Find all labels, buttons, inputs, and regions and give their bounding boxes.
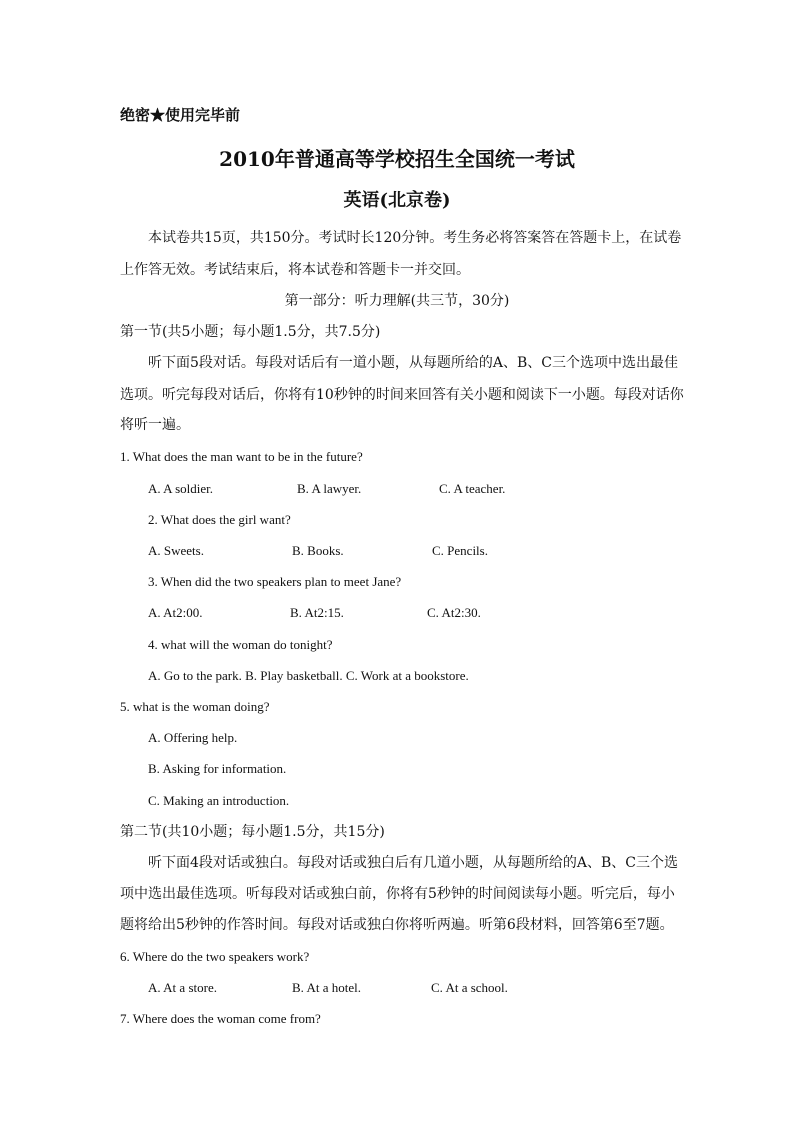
q1-option-b: B. A lawyer.: [297, 481, 362, 496]
question-2: 2. What does the girl want?: [148, 512, 291, 527]
q6-option-b: B. At a hotel.: [292, 980, 361, 995]
q6-option-c: C. At a school.: [431, 980, 508, 995]
question-1: 1. What does the man want to be in the future?: [120, 449, 363, 464]
question-3: 3. When did the two speakers plan to meet Jane?: [148, 574, 402, 589]
section2-heading: 第二节(共10小题；每小题1.5分，共15分): [120, 824, 385, 840]
part1-heading: 第一部分：听力理解(共三节，30分): [284, 293, 510, 309]
q2-option-b: B. Books.: [292, 543, 344, 558]
confidential-label: 绝密★使用完毕前: [120, 106, 241, 124]
q3-option-b: B. At2:15.: [290, 605, 344, 620]
intro-line-2: 上作答无效。考试结束后，将本试卷和答题卡一并交回。: [120, 262, 470, 278]
section2-instr-3: 题将给出5秒钟的作答时间。每段对话或独白你将听两遍。听第6段材料，回答第6至7题。: [120, 917, 674, 933]
question-5: 5. what is the woman doing?: [120, 699, 270, 714]
q5-option-a: A. Offering help.: [148, 730, 238, 745]
q4-options: A. Go to the park. B. Play basketball. C. Work at a bookstore.: [148, 668, 469, 683]
section1-instr-1: 听下面5段对话。每段对话后有一道小题，从每题所给的A、B、C三个选项中选出最佳: [148, 355, 679, 371]
section2-instr-2: 项中选出最佳选项。听每段对话或独白前，你将有5秒钟的时间阅读每小题。听完后，每小: [120, 886, 675, 902]
q1-option-a: A. A soldier.: [148, 481, 214, 496]
section2-instr-1: 听下面4段对话或独白。每段对话或独白后有几道小题，从每题所给的A、B、C三个选: [148, 855, 679, 871]
q3-option-c: C. At2:30.: [427, 605, 481, 620]
q1-option-c: C. A teacher.: [439, 481, 506, 496]
intro-line-1: 本试卷共15页，共150分。考试时长120分钟。考生务必将答案答在答题卡上，在试卷: [148, 230, 682, 246]
question-6: 6. Where do the two speakers work?: [120, 949, 310, 964]
q5-option-b: B. Asking for information.: [148, 761, 287, 776]
question-4: 4. what will the woman do tonight?: [148, 637, 333, 652]
section1-heading: 第一节(共5小题；每小题1.5分，共7.5分): [120, 324, 381, 340]
q5-option-c: C. Making an introduction.: [148, 793, 290, 808]
exam-title: 2010年普通高等学校招生全国统一考试: [219, 147, 575, 171]
q6-option-a: A. At a store.: [148, 980, 217, 995]
q2-option-a: A. Sweets.: [148, 543, 204, 558]
q2-option-c: C. Pencils.: [432, 543, 488, 558]
question-7: 7. Where does the woman come from?: [120, 1011, 321, 1026]
exam-subtitle: 英语(北京卷): [343, 190, 451, 211]
section1-instr-2: 选项。听完每段对话后，你将有10秒钟的时间来回答有关小题和阅读下一小题。每段对话你: [120, 387, 684, 403]
section1-instr-3: 将听一遍。: [120, 417, 190, 433]
q3-option-a: A. At2:00.: [148, 605, 203, 620]
